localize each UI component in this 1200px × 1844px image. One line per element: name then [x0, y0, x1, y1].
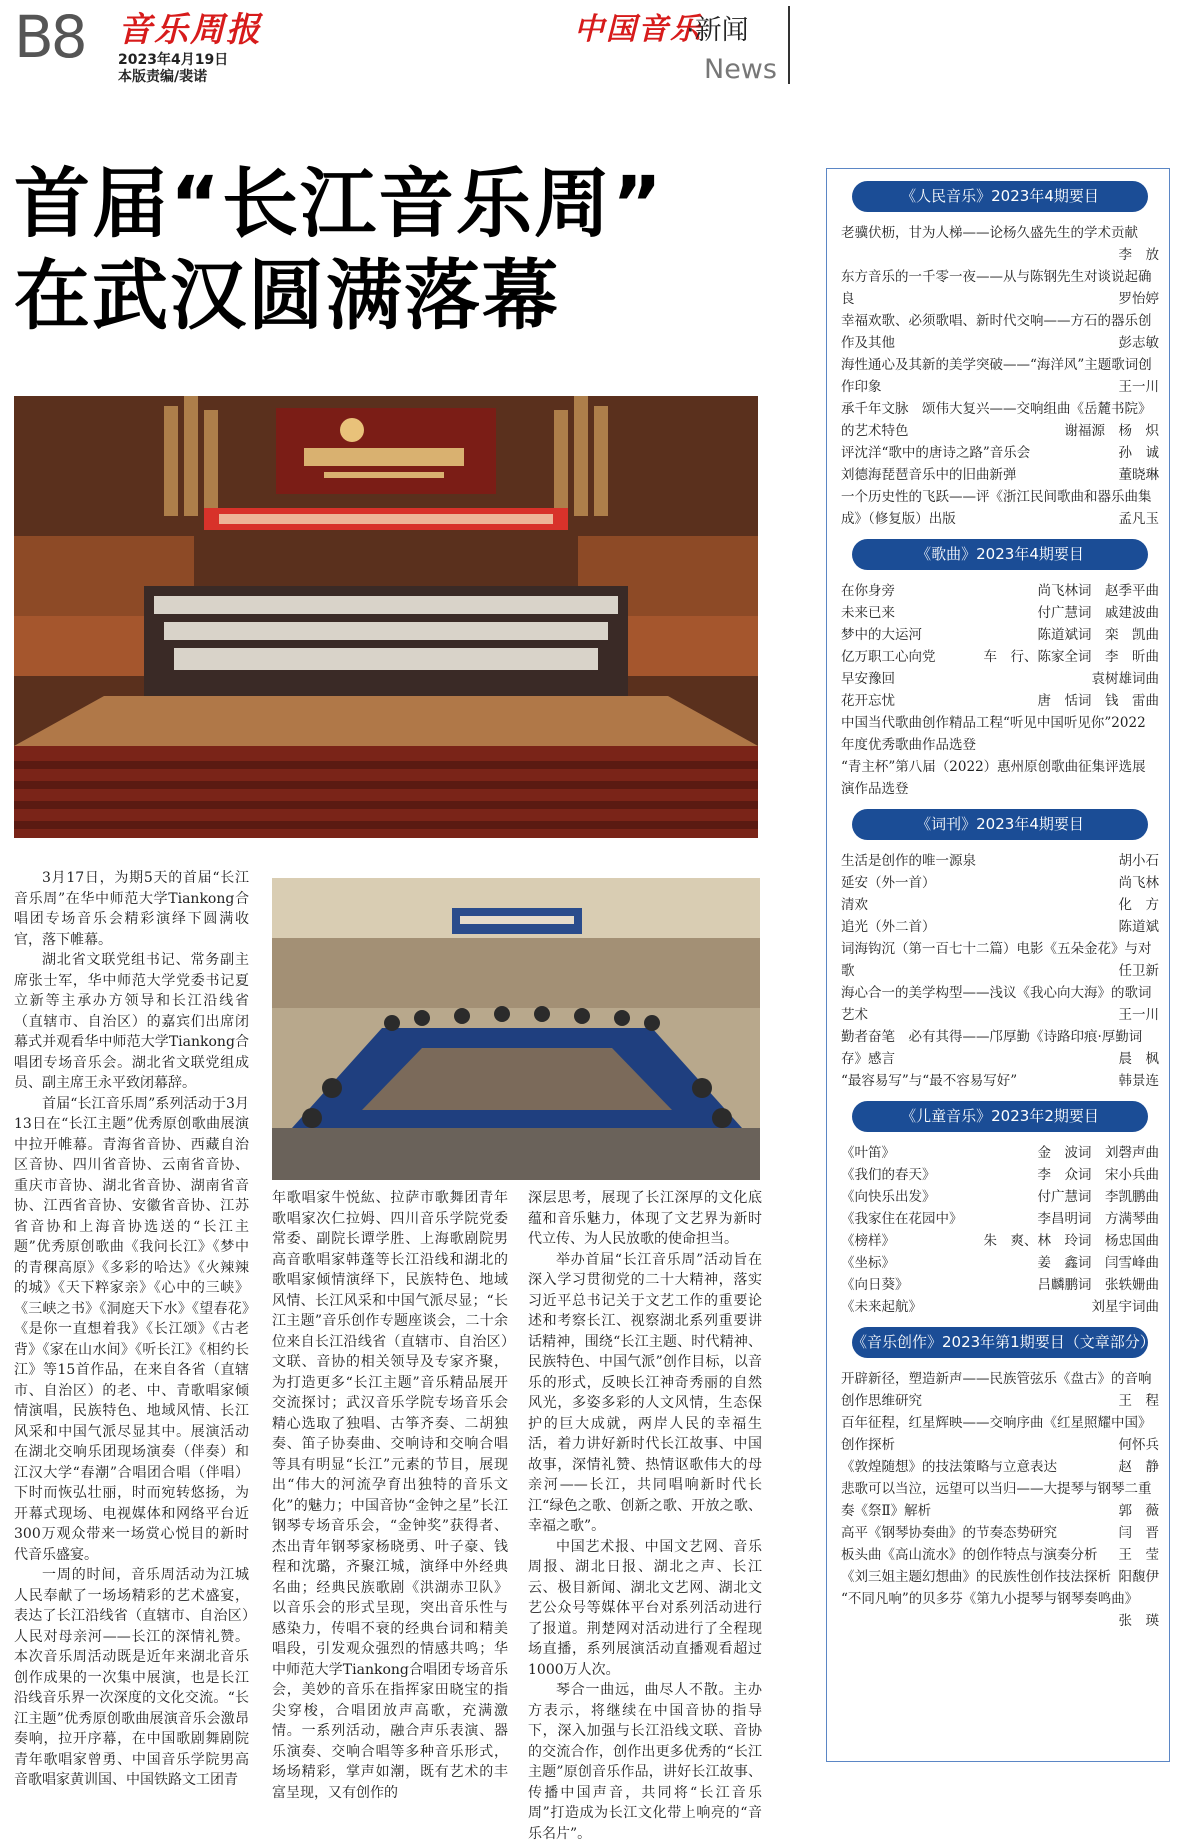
- sidebar-section-ertong-yinyue: [841, 1101, 1159, 1318]
- issue-info: [118, 52, 228, 86]
- article-column-2: [272, 1188, 508, 1801]
- contents-item: 海性通心及其新的美学突破——“海洋风”主题歌词创作印象 王一川: [841, 357, 1159, 395]
- contents-item: 《刘三姐主题幻想曲》的民族性创作技法探析 阳馥伊: [841, 1569, 1159, 1585]
- journal-contents-sidebar: [826, 168, 1170, 1762]
- meeting-room-illustration: [272, 878, 760, 1180]
- section-title-en: News: [704, 54, 777, 85]
- concert-photo: [14, 396, 758, 838]
- contents-item: 《我们的春天》 李 众词 宋小兵曲: [841, 1167, 1159, 1183]
- article-paragraph: 举办首届“长江音乐周”活动旨在深入学习贯彻党的二十大精神，落实习近平总书记关于文艺工作的重要论述和考察长江、视察湖北系列重要讲话精神，围绕“长江主题、时代精神、民族特色、中国气派”创作目标，以音乐的形式，反映长江神奇秀丽的自然风光，多姿多彩的人文风情，生态保护的巨大成就，两岸人民的幸福生活，着力讲好新时代长江故事、中国故事，深情礼赞、热情讴歌伟大的母亲河——长江，共同唱响新时代长江“绿色之歌、创新之歌、开放之歌、幸福之歌”。: [528, 1251, 762, 1534]
- article-paragraph: 3月17日，为期5天的首届“长江音乐周”在华中师范大学Tiankong合唱团专场音乐会精彩演绎下圆满收官，落下帷幕。: [14, 870, 249, 948]
- contents-item: 评沈洋“歌中的唐诗之路”音乐会 孙 诚: [841, 445, 1159, 461]
- contents-item: 花开忘忧 唐 恬词 钱 雷曲: [841, 693, 1159, 709]
- section-title: ·新闻: [686, 15, 749, 46]
- sidebar-section-yinyue-chuangzuo: [841, 1327, 1159, 1632]
- section-heading: 《歌曲》2023年4期要目: [852, 539, 1148, 570]
- sidebar-section-gequ: [841, 539, 1159, 800]
- section-heading: 《人民音乐》2023年4期要目: [852, 181, 1148, 212]
- contents-item: “最容易写”与“最不容易写好” 韩景连: [841, 1073, 1159, 1089]
- contents-item: 早安豫回 袁树雄词曲: [841, 671, 1159, 687]
- sidebar-section-cikan: [841, 809, 1159, 1092]
- section-logo: 中国音乐: [574, 12, 702, 47]
- contents-item: 承千年文脉 颂伟大复兴——交响组曲《岳麓书院》的艺术特色 谢福源 杨 炽: [841, 401, 1159, 439]
- contents-item: 开辟新径，塑造新声——民族管弦乐《盘古》的音响创作思维研究 王 程: [841, 1371, 1159, 1409]
- contents-item: 悲歌可以当泣，远望可以当归——大提琴与钢琴二重奏《祭Ⅱ》解析 郭 薇: [841, 1481, 1159, 1519]
- header-divider: [788, 6, 790, 84]
- contents-item: 亿万职工心向党 车 行、陈家全词 李 昕曲: [841, 649, 1159, 665]
- masthead-logo: 音乐周报: [118, 10, 262, 50]
- contents-item: 《敦煌随想》的技法策略与立意表达 赵 静: [841, 1459, 1159, 1475]
- contents-item: 高平《钢琴协奏曲》的节奏态势研究 闫 晋: [841, 1525, 1159, 1541]
- contents-item: 《叶笛》 金 波词 刘磬声曲: [841, 1145, 1159, 1161]
- contents-item: 《坐标》 姜 鑫词 闫雪峰曲: [841, 1255, 1159, 1271]
- contents-item: 《未来起航》 刘星宇词曲: [841, 1299, 1159, 1315]
- contents-item: “青主杯”第八届（2022）惠州原创歌曲征集评选展演作品选登: [841, 759, 1146, 797]
- sidebar-section-renmin-yinyue: [841, 181, 1159, 530]
- contents-item: “不同凡响”的贝多芬《第九小提琴与钢琴奏鸣曲》 张 瑛: [841, 1591, 1159, 1629]
- contents-item: 追光（外二首） 陈道斌: [841, 919, 1159, 935]
- section-heading: 《音乐创作》2023年第1期要目（文章部分）: [852, 1327, 1148, 1358]
- section-heading: 《儿童音乐》2023年2期要目: [852, 1101, 1148, 1132]
- headline-line-1: 首届“长江音乐周”: [14, 159, 664, 248]
- meeting-photo: [272, 878, 760, 1180]
- contents-item: 清欢 化 方: [841, 897, 1159, 913]
- headline: [14, 158, 804, 342]
- contents-item: 老骥伏枥，甘为人梯——论杨久盛先生的学术贡献 李 放: [841, 225, 1159, 263]
- headline-line-2: 在武汉圆满落幕: [14, 251, 560, 340]
- article-paragraph: 年歌唱家牛悦紘、拉萨市歌舞团青年歌唱家次仁拉姆、四川音乐学院党委常委、副院长谭学胜、上海歌剧院男高音歌唱家韩蓬等长江沿线和湖北的歌唱家倾情演绎下，民族特色、地域风情、长江风采和中国气派尽显；“长江主题”音乐创作专题座谈会，二十余位来自长江沿线省（直辖市、自治区）文联、音协的相关领导及专家齐聚，为打造更多“长江主题”音乐精品展开交流探讨；武汉音乐学院专场音乐会精心选取了独唱、古筝齐奏、二胡独奏、笛子协奏曲、交响诗和交响合唱等具有明显“长江”元素的节目，展现出“伟大的河流孕育出独特的音乐文化”的魅力；中国音协“金钟之星”长江钢琴专场音乐会，“金钟奖”获得者、杰出青年钢琴家杨晓勇、叶子豪、钱程和沈璐，齐聚江城，演绎中外经典名曲；经典民族歌剧《洪湖赤卫队》以音乐会的形式呈现，突出音乐性与感染力，传唱不衰的经典台词和精美唱段，引发观众强烈的情感共鸣；华中师范大学Tiankong合唱团专场音乐会，美妙的音乐在指挥家田晓宝的指尖穿梭，合唱团放声高歌，充满激情。一系列活动，融合声乐表演、器乐演奏、交响合唱等多种音乐形式，场场精彩，掌声如潮，既有艺术的丰富呈现，又有创作的: [272, 1190, 508, 1801]
- article-paragraph: 中国艺术报、中国文艺网、音乐周报、湖北日报、湖北之声、长江云、极目新闻、湖北文艺网、湖北文艺公众号等媒体平台对系列活动进行了报道。荆楚网对活动进行了全程现场直播，系列展演活动直播观看超过1000万人次。: [528, 1538, 762, 1678]
- contents-item: 未来已来 付广慧词 戚建波曲: [841, 605, 1159, 621]
- contents-item: 东方音乐的一千零一夜——从与陈钢先生对谈说起确良 罗怡婷: [841, 269, 1159, 307]
- article-paragraph: 首届“长江音乐周”系列活动于3月13日在“长江主题”优秀原创歌曲展演中拉开帷幕。青海省音协、西藏自治区音协、四川省音协、云南省音协、重庆市音协、湖北省音协、湖南省音协、江西省音协、安徽省音协、江苏省音协和上海音协选送的“长江主题”优秀原创歌曲《我问长江》《梦中的青稞高原》《多彩的哈达》《火辣辣的城》《天下粹家亲》《心中的三峡》《三峡之书》《洞庭天下水》《望春花》《是你一直想着我》《长江颂》《古老背》《家在山水间》《听长江》《相约长江》等15首作品，在来自各省（直辖市、自治区）的老、中、青歌唱家倾情演唱，民族特色、地域风情、长江风采和中国气派尽显其中。展演活动在湖北交响乐团现场演奏（伴奏）和江汉大学“春潮”合唱团合唱（伴唱）下时而恢弘壮丽，时而宛转悠扬，为开幕式现场、电视媒体和网络平台近300万观众带来一场赏心悦目的新时代音乐盛宴。: [14, 1095, 249, 1563]
- contents-item: 词海钩沉（第一百七十二篇）电影《五朵金花》与对歌 任卫新: [841, 941, 1159, 979]
- contents-item: 幸福欢歌、必须歌唱、新时代交响——方石的器乐创作及其他 彭志敏: [841, 313, 1159, 351]
- page-number: B8: [14, 3, 85, 71]
- contents-item: 延安（外一首） 尚飞林: [841, 875, 1159, 891]
- article-column-3: [528, 1188, 762, 1842]
- article-paragraph: 湖北省文联党组书记、常务副主席张士军，华中师范大学党委书记夏立新等主承办方领导和长江沿线省（直辖市、自治区）的嘉宾们出席闭幕式并观看华中师范大学Tiankong合唱团专场音乐会。湖北省文联党组成员、副主席王永平致闭幕辞。: [14, 952, 249, 1091]
- contents-item: 生活是创作的唯一源泉 胡小石: [841, 853, 1159, 869]
- contents-item: 海心合一的美学构型——浅议《我心向大海》的歌词艺术 王一川: [841, 985, 1159, 1023]
- contents-item: 板头曲《高山流水》的创作特点与演奏分析 王 莹: [841, 1547, 1159, 1563]
- contents-item: 勤者奋笔 必有其得——邝厚勤《诗路印痕·厚勤词存》感言 晨 枫: [841, 1029, 1159, 1067]
- contents-item: 中国当代歌曲创作精品工程“听见中国听见你”2022年度优秀歌曲作品选登: [841, 715, 1146, 753]
- concert-hall-illustration: [14, 396, 758, 838]
- article-column-1: [14, 868, 249, 1788]
- contents-item: 梦中的大运河 陈道斌词 栾 凯曲: [841, 627, 1159, 643]
- contents-item: 百年征程，红星辉映——交响序曲《红星照耀中国》创作探析 何怀兵: [841, 1415, 1159, 1453]
- contents-item: 《向日葵》 吕麟鹏词 张轶姗曲: [841, 1277, 1159, 1293]
- article-paragraph: 一周的时间，音乐周活动为江城人民奉献了一场场精彩的艺术盛宴，表达了长江沿线省（直辖市、自治区）人民对母亲河——长江的深情礼赞。本次音乐周活动既是近年来湖北音乐创作成果的一次集中展演，也是长江沿线音乐界一次深度的文化交流。“长江主题”优秀原创歌曲展演音乐会激昂奏响，拉开序幕，在中国歌剧舞剧院青年歌唱家曾勇、中国音乐学院男高音歌唱家黄训国、中国铁路文工团青: [14, 1567, 249, 1788]
- contents-item: 《榜样》 朱 爽、林 玲词 杨忠国曲: [841, 1233, 1159, 1249]
- contents-item: 在你身旁 尚飞林词 赵季平曲: [841, 583, 1159, 599]
- contents-item: 《我家住在花园中》 李昌明词 方满琴曲: [841, 1211, 1159, 1227]
- editor-credit: 本版责编/裴诺: [118, 69, 208, 85]
- article-paragraph: 琴合一曲远，曲尽人不散。主办方表示，将继续在中国音协的指导下，深入加强与长江沿线文联、音协的交流合作，创作出更多优秀的“长江主题”原创音乐作品，讲好长江故事、传播中国声音，共同将“长江音乐周”打造成为长江文化带上响亮的“音乐名片”。: [528, 1682, 762, 1842]
- contents-item: 刘德海琵琶音乐中的旧曲新弹 董晓琳: [841, 467, 1159, 483]
- issue-date: 2023年4月19日: [118, 52, 229, 68]
- section-heading: 《词刊》2023年4期要目: [852, 809, 1148, 840]
- contents-item: 《向快乐出发》 付广慧词 李凯鹏曲: [841, 1189, 1159, 1205]
- article-paragraph: 深层思考，展现了长江深厚的文化底蕴和音乐魅力，体现了文艺界为新时代立传、为人民放歌的使命担当。: [528, 1190, 762, 1247]
- contents-item: 一个历史性的飞跃——评《浙江民间歌曲和器乐曲集成》（修复版）出版 孟凡玉: [841, 489, 1159, 527]
